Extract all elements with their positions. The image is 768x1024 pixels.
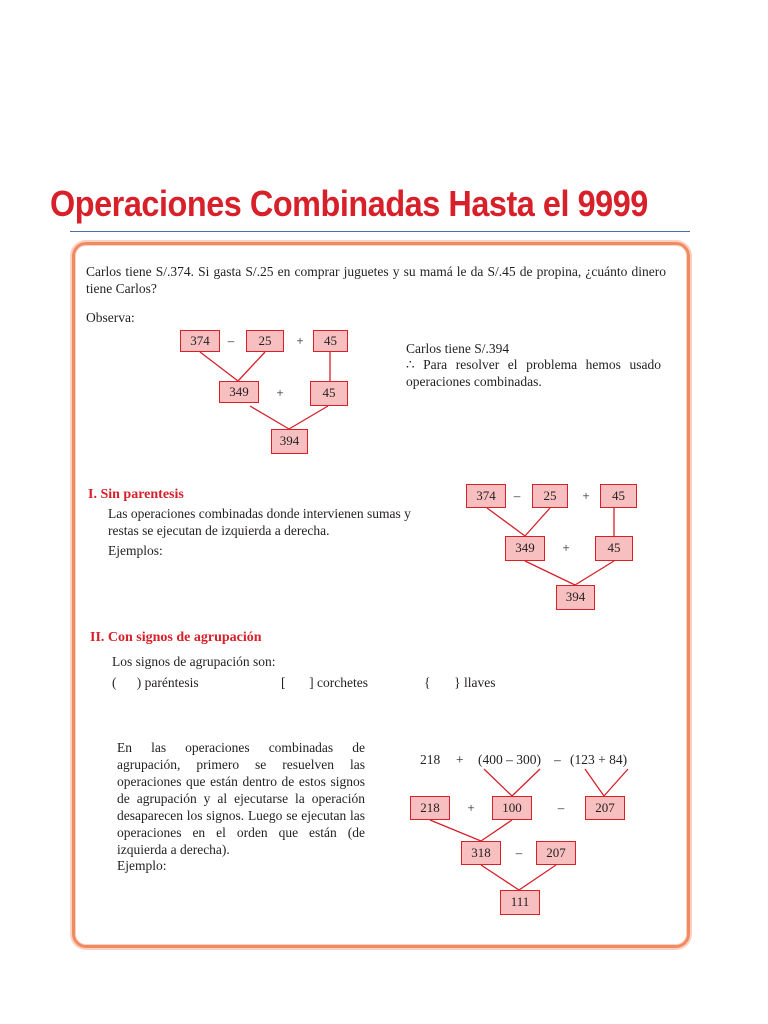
tree1-row2-box: 45 — [310, 381, 348, 406]
tree2-op: + — [582, 488, 590, 503]
sign-parentesis: ( ) paréntesis — [112, 675, 199, 690]
tree1-row2-box: 349 — [219, 381, 259, 403]
section1-text: Las operaciones combinadas donde intervienen sumas y restas se ejecutan de izquierda a derecha. — [108, 506, 411, 538]
sign-corchetes: [ ] corchetes — [281, 675, 368, 690]
tree3-row1-box: 207 — [585, 796, 625, 820]
section2-intro: Los signos de agrupación son: — [112, 654, 276, 669]
tree1-row3-box: 394 — [271, 429, 308, 454]
tree2-row1-box: 45 — [600, 484, 637, 508]
tree3-row2-box: 207 — [536, 841, 576, 865]
page-title: Operaciones Combinadas Hasta el 9999 — [50, 183, 648, 224]
tree3-row1-box: 218 — [410, 796, 450, 820]
tree2-row1-box: 25 — [532, 484, 568, 508]
tree3-expr-term: 218 — [420, 752, 441, 767]
result-line-1: Carlos tiene S/.394 — [406, 341, 510, 356]
tree2-row2-box: 349 — [505, 536, 545, 561]
tree1-op: + — [276, 385, 284, 400]
tree3-row2-box: 318 — [461, 841, 501, 865]
result-line-2: ∴ Para resolver el problema hemos usado operaciones combinadas. — [406, 357, 661, 389]
section1-examples-label: Ejemplos: — [108, 543, 163, 558]
tree2-row2-box: 45 — [595, 536, 633, 561]
tree3-expr-group: (400 – 300) — [478, 752, 541, 767]
observe-label: Observa: — [86, 310, 135, 325]
tree3-op: + — [467, 800, 475, 815]
tree2-op: + — [562, 540, 570, 555]
tree3-expr-op: – — [554, 752, 561, 767]
tree3-op: – — [557, 800, 565, 815]
tree1-row1-box: 25 — [246, 330, 284, 352]
tree1-op: – — [227, 333, 235, 348]
sign-llaves: { } llaves — [424, 675, 496, 690]
tree1-op: + — [296, 333, 304, 348]
section2-example-label: Ejemplo: — [117, 858, 167, 873]
tree1-row1-box: 45 — [313, 330, 348, 352]
tree3-op: – — [515, 845, 523, 860]
title-rule — [70, 231, 690, 232]
problem-text: Carlos tiene S/.374. Si gasta S/.25 en comprar juguetes y su mamá le da S/.45 de propina, ¿cuánto dinero tiene Carlos? — [86, 264, 666, 296]
section2-heading: II. Con signos de agrupación — [90, 630, 262, 645]
section1-heading: I. Sin parentesis — [88, 487, 184, 502]
tree3-expr-group: (123 + 84) — [570, 752, 628, 767]
section2-text: En las operaciones combinadas de agrupación, primero se resuelven las operaciones que están dentro de estos signos de agrupación y al ejecutarse la operación desaparecen los signos. Luego se ejecutan las operaciones en el orden que están (de izquierda a derecha). — [117, 740, 365, 857]
tree3-expr-op: + — [456, 752, 464, 767]
tree3-row3-box: 111 — [500, 890, 540, 915]
tree2-row1-box: 374 — [466, 484, 506, 508]
tree2-row3-box: 394 — [556, 585, 595, 610]
tree3-row1-box: 100 — [492, 796, 532, 820]
tree1-row1-box: 374 — [180, 330, 220, 352]
tree2-op: – — [513, 488, 521, 503]
